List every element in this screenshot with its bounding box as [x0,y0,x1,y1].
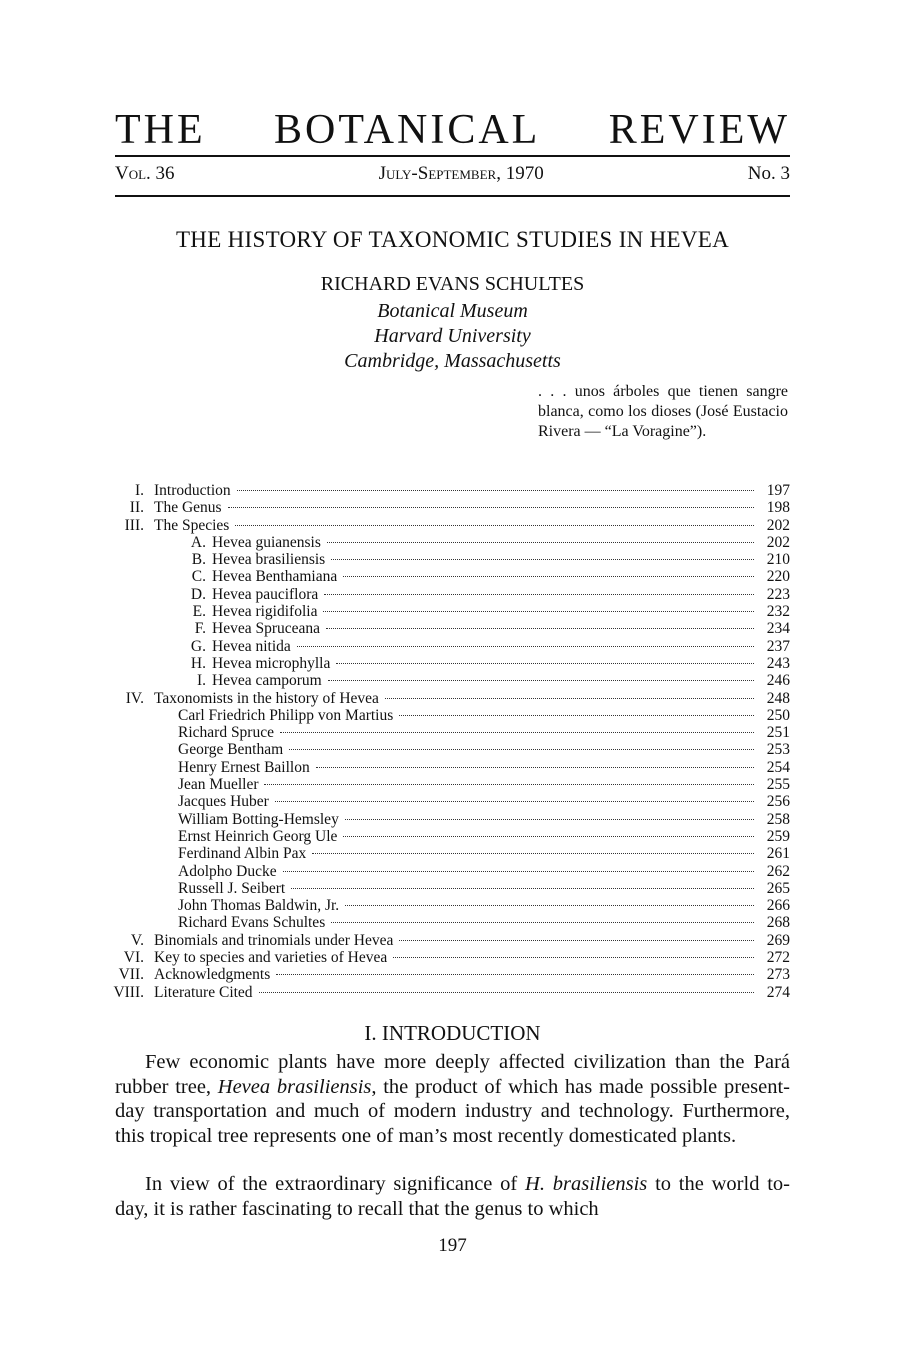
toc-dot-leader [326,628,754,629]
toc-entry-title: Binomials and trinomials under Hevea [154,931,394,949]
issue-line [115,162,790,186]
toc-entry [108,793,790,810]
body-paragraph [115,1050,790,1148]
toc-entry [108,638,790,655]
toc-entry-page: 274 [766,983,790,1001]
toc-dot-leader [312,853,754,854]
epigraph: . . . unos árboles que tienen sangre blanca, como los dioses (José Eustacio Rivera — “La Voragine”). [538,383,788,440]
toc-entry-title: Jean Mueller [178,776,259,794]
toc-dot-leader [264,784,754,785]
toc-dot-leader [324,594,754,595]
toc-entry-page: 234 [766,620,790,638]
toc-entry-page: 250 [766,706,790,724]
toc-entry-title: Hevea rigidifolia [212,603,318,621]
toc-entry-page: 273 [766,966,790,984]
toc-entry-page: 251 [766,724,790,742]
toc-entry [108,880,790,897]
toc-dot-leader [331,922,754,923]
toc-entry-page: 248 [766,689,790,707]
toc-entry [108,863,790,880]
toc-dot-leader [259,992,754,993]
affiliation-line: Cambridge, Massachusetts [344,350,561,372]
toc-entry-letter: I. [196,672,206,690]
toc-entry-page: 237 [766,637,790,655]
toc-entry-number: VI. [123,949,144,967]
toc-entry-title: Hevea Spruceana [212,620,321,638]
paragraph-text: , the product of which has made possible present-day transportation and much of modern industry and technology. Furthermore, this tropical tree represents one of man’s most recently domesticated plants. [115,1075,790,1147]
toc-entry-letter: F. [194,620,206,638]
toc-entry [108,603,790,620]
toc-entry [108,776,790,793]
toc-entry [108,914,790,931]
toc-dot-leader [328,680,754,681]
toc-entry [108,845,790,862]
toc-entry-title: Hevea camporum [212,672,322,690]
toc-entry-title: Hevea pauciflora [212,585,319,603]
journal-title [115,105,790,155]
toc-entry [108,707,790,724]
toc-entry-page: 254 [766,758,790,776]
toc-entry-page: 210 [766,551,790,569]
toc-entry [108,690,790,707]
toc-entry-page: 243 [766,654,790,672]
toc-entry-title: The Species [154,516,230,534]
toc-entry-title: Hevea Benthamiana [212,568,338,586]
species-name: Hevea brasiliensis [217,1075,372,1098]
journal-title-word: THE [115,107,206,153]
toc-entry [108,655,790,672]
toc-dot-leader [275,801,754,802]
page-number: 197 [438,1235,467,1256]
journal-title-word: REVIEW [608,107,790,153]
toc-dot-leader [336,663,754,664]
toc-entry-title: Hevea guianensis [212,533,321,551]
toc-entry-page: 232 [766,603,790,621]
toc-entry-letter: E. [192,603,206,621]
section-heading: I. INTRODUCTION [364,1021,541,1045]
toc-entry [108,966,790,983]
toc-entry-letter: B. [191,551,206,569]
toc-entry-title: Richard Evans Schultes [178,914,326,932]
toc-entry [108,724,790,741]
toc-dot-leader [276,974,754,975]
toc-entry-title: Acknowledgments [154,966,271,984]
toc-dot-leader [345,819,754,820]
toc-entry-page: 272 [766,949,790,967]
toc-entry-letter: H. [190,654,206,672]
toc-entry [108,534,790,551]
toc-entry-page: 266 [766,897,790,915]
toc-dot-leader [228,507,754,508]
toc-entry-letter: G. [190,637,206,655]
toc-entry-letter: A. [190,533,206,551]
toc-entry-title: Adolpho Ducke [178,862,277,880]
issue-date: July-September, 1970 [378,163,544,184]
toc-entry-page: 268 [766,914,790,932]
affiliation-line: Harvard University [374,325,531,347]
toc-dot-leader [343,836,754,837]
issue-number: No. 3 [747,163,790,184]
toc-dot-leader [323,611,754,612]
toc-entry-page: 220 [766,568,790,586]
toc-entry-page: 198 [766,499,790,517]
toc-entry [108,517,790,534]
toc-entry [108,568,790,585]
toc-entry [108,828,790,845]
toc-entry-title: Jacques Huber [178,793,269,811]
toc-entry-page: 197 [766,482,790,499]
toc-entry-title: Richard Spruce [178,724,274,742]
toc-entry [108,586,790,603]
species-name: H. brasiliensis [525,1173,648,1195]
toc-entry [108,551,790,568]
toc-entry-page: 261 [766,845,790,863]
toc-entry-title: Ernst Heinrich Georg Ule [178,827,338,845]
toc-dot-leader [283,871,754,872]
toc-entry [108,482,790,499]
toc-entry-number: III. [124,516,144,534]
toc-entry-page: 256 [766,793,790,811]
toc-entry [108,949,790,966]
toc-entry-page: 259 [766,827,790,845]
toc-entry-page: 246 [766,672,790,690]
toc-entry [108,672,790,689]
toc-entry-page: 255 [766,776,790,794]
article-title: THE HISTORY OF TAXONOMIC STUDIES IN HEVEA [175,227,730,252]
toc-entry-title: Introduction [154,482,231,499]
toc-entry [108,932,790,949]
toc-entry-title: Henry Ernest Baillon [178,758,310,776]
journal-title-word: BOTANICAL [274,107,541,153]
toc-entry-page: 223 [766,585,790,603]
header-rule-top [115,155,790,157]
volume-label: Vol. 36 [115,163,175,184]
toc-dot-leader [327,542,754,543]
toc-entry-title: Key to species and varieties of Hevea [154,949,388,967]
toc-entry-title: William Botting-Hemsley [178,810,339,828]
toc-entry-title: John Thomas Baldwin, Jr. [178,897,340,915]
toc-entry [108,759,790,776]
toc-entry [108,811,790,828]
toc-dot-leader [345,905,754,906]
toc-entry-number: II. [129,499,144,517]
toc-dot-leader [237,490,754,491]
toc-entry-title: George Bentham [178,741,284,759]
toc-entry [108,984,790,1001]
toc-entry [108,897,790,914]
toc-dot-leader [235,525,754,526]
toc-entry-number: V. [130,931,144,949]
toc-dot-leader [399,715,754,716]
toc-entry-page: 202 [766,533,790,551]
toc-entry-title: Ferdinand Albin Pax [178,845,307,863]
toc-dot-leader [289,749,754,750]
toc-entry-title: Literature Cited [154,983,253,1001]
toc-dot-leader [343,576,754,577]
toc-entry [108,499,790,516]
paragraph-text: In view of the extraordinary significance of [145,1173,526,1195]
affiliation-line: Botanical Museum [377,300,528,322]
toc-entry-page: 269 [766,931,790,949]
toc-entry-title: Hevea brasiliensis [212,551,326,569]
paragraph-text: to the world to-day, it is rather fascinating to recall that the genus to which [115,1173,791,1220]
toc-entry-number: VIII. [113,983,144,1001]
toc-entry-page: 265 [766,879,790,897]
toc-entry-title: Carl Friedrich Philipp von Martius [178,706,394,724]
toc-entry-number: I. [134,482,144,499]
paragraph-text: Few economic plants have more deeply affected civilization than the Pará rubber tree, [115,1051,790,1098]
toc-entry-page: 262 [766,862,790,880]
toc-dot-leader [291,888,754,889]
toc-entry-title: Russell J. Seibert [178,879,286,897]
header-rule-bottom [115,195,790,197]
toc-entry-page: 258 [766,810,790,828]
toc-entry-letter: C. [191,568,206,586]
toc-entry-title: The Genus [154,499,222,517]
toc-entry-letter: D. [190,585,206,603]
toc-dot-leader [385,698,754,699]
toc-entry-number: IV. [125,689,144,707]
author-name: RICHARD EVANS SCHULTES [320,273,585,295]
toc-entry [108,741,790,758]
toc-dot-leader [331,559,754,560]
toc-dot-leader [280,732,754,733]
toc-entry-title: Hevea microphylla [212,654,331,672]
toc-entry-title: Taxonomists in the history of Hevea [154,689,379,707]
toc-entry-page: 253 [766,741,790,759]
toc-dot-leader [399,940,754,941]
toc-dot-leader [316,767,754,768]
toc-dot-leader [297,646,754,647]
toc-entry-page: 202 [766,516,790,534]
toc-dot-leader [393,957,754,958]
toc-entry [108,620,790,637]
toc-entry-number: VII. [118,966,144,984]
table-of-contents [108,482,790,1001]
body-paragraph [115,1172,790,1221]
toc-entry-title: Hevea nitida [212,637,291,655]
